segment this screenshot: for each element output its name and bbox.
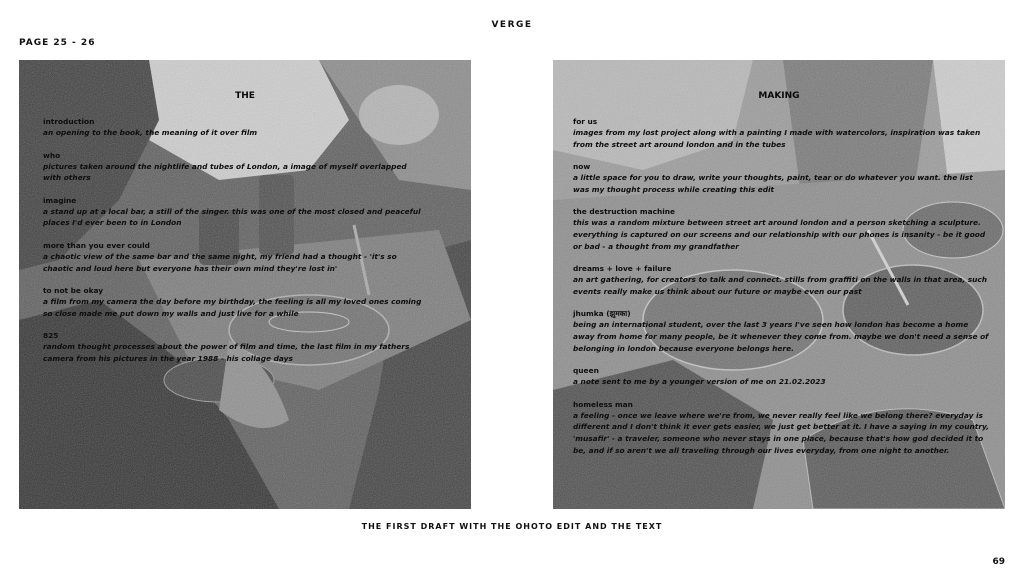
- entry-text: an opening to the book, the meaning of it over film: [43, 128, 258, 137]
- entry-text: random thought processes about the power of film and time, the last film in my fathers camera from his pictures in the year 1988 - his collage days: [43, 342, 410, 363]
- left-panel-heading: THE: [235, 91, 255, 101]
- entry-title: homeless man: [573, 399, 633, 409]
- entry-homeless-man: [573, 399, 991, 456]
- left-entry-list: [43, 116, 423, 376]
- left-page-panel: [19, 60, 471, 509]
- entry-title: queen: [573, 366, 599, 376]
- entry-title: for us: [573, 117, 598, 126]
- entry-imagine: [43, 195, 423, 229]
- entry-to-not-be-okay: [43, 285, 423, 319]
- entry-dreams-love-failure: [573, 263, 991, 297]
- entry-825: [43, 330, 423, 364]
- page-range-label: PAGE 25 - 26: [19, 38, 96, 48]
- entry-title: more than you ever could: [43, 240, 150, 250]
- entry-title: to not be okay: [43, 286, 104, 296]
- entry-title: now: [573, 162, 591, 172]
- entry-jhumka: [573, 308, 991, 354]
- entry-for-us: [573, 116, 991, 150]
- entry-text: this was a random mixture between street art around london and a person sketching a sculpture. everything is captured on our screens and our relationship with our phones is insanity - be it good or bad - a thought from my grandfather: [573, 218, 986, 251]
- entry-title: dreams + love + failure: [573, 264, 672, 274]
- entry-text: a chaotic view of the same bar and the same night, my friend had a thought - 'it's so chaotic and loud here but everyone has their own mind they're lost in': [43, 251, 397, 273]
- right-panel-heading: MAKING: [758, 91, 800, 101]
- entry-queen: [573, 365, 991, 388]
- entry-text: pictures taken around the nightlife and tubes of London, a image of myself overlapped with others: [43, 161, 407, 183]
- entry-title: the destruction machine: [573, 207, 676, 217]
- right-page-panel: [553, 60, 1005, 509]
- entry-text: images from my lost project along with a painting I made with watercolors, inspiration was taken from the street art around london and in the tubes: [573, 128, 981, 149]
- page-number: 69: [992, 557, 1005, 567]
- entry-who: [43, 150, 423, 184]
- entry-title: imagine: [43, 195, 77, 205]
- book-title: VERGE: [491, 20, 533, 30]
- entry-introduction: [43, 116, 423, 139]
- figure-caption: THE FIRST DRAFT WITH THE OHOTO EDIT AND THE TEXT: [361, 522, 663, 531]
- entry-title: introduction: [43, 117, 95, 126]
- entry-text: a stand up at a local bar, a still of the singer. this was one of the most closed and peaceful places I'd ever been to in London: [43, 206, 421, 228]
- entry-text: an art gathering, for creators to talk and connect. stills from graffiti on the walls in that area, such events really make us think about our future or maybe even our past: [573, 275, 988, 296]
- entry-title: jhumka (झुमका): [573, 309, 631, 319]
- entry-text: a feeling - once we leave where we're from, we never really feel like we belong there? everyday is different and I don't think it ever gets easier, we just get better at it. I have a saying in my country, 'musafir' - a traveler, someone who never stays in one place, because that's how god decided it to be, and if so aren't we all traveling through our lives everyday, from one night to another.: [573, 410, 990, 455]
- entry-text: a note sent to me by a younger version of me on 21.02.2023: [573, 377, 826, 387]
- entry-more-than-you-ever-could: [43, 240, 423, 274]
- entry-text: a little space for you to draw, write your thoughts, paint, tear or do whatever you want. the list was my thought process while creating this edit: [573, 173, 973, 194]
- entry-text: being an international student, over the last 3 years I've seen how london has become a home away from home for many people, be it whenever they come from. maybe we don't need a sense of belonging in london because everyone belongs here.: [573, 320, 989, 353]
- entry-now: [573, 161, 991, 195]
- entry-text: a film from my camera the day before my birthday, the feeling is all my loved ones coming so close made me put down my walls and just live for a while: [43, 297, 422, 318]
- entry-title: who: [43, 150, 61, 160]
- entry-the-destruction-machine: [573, 206, 991, 252]
- right-entry-list: [573, 116, 991, 467]
- entry-title: 825: [43, 331, 59, 341]
